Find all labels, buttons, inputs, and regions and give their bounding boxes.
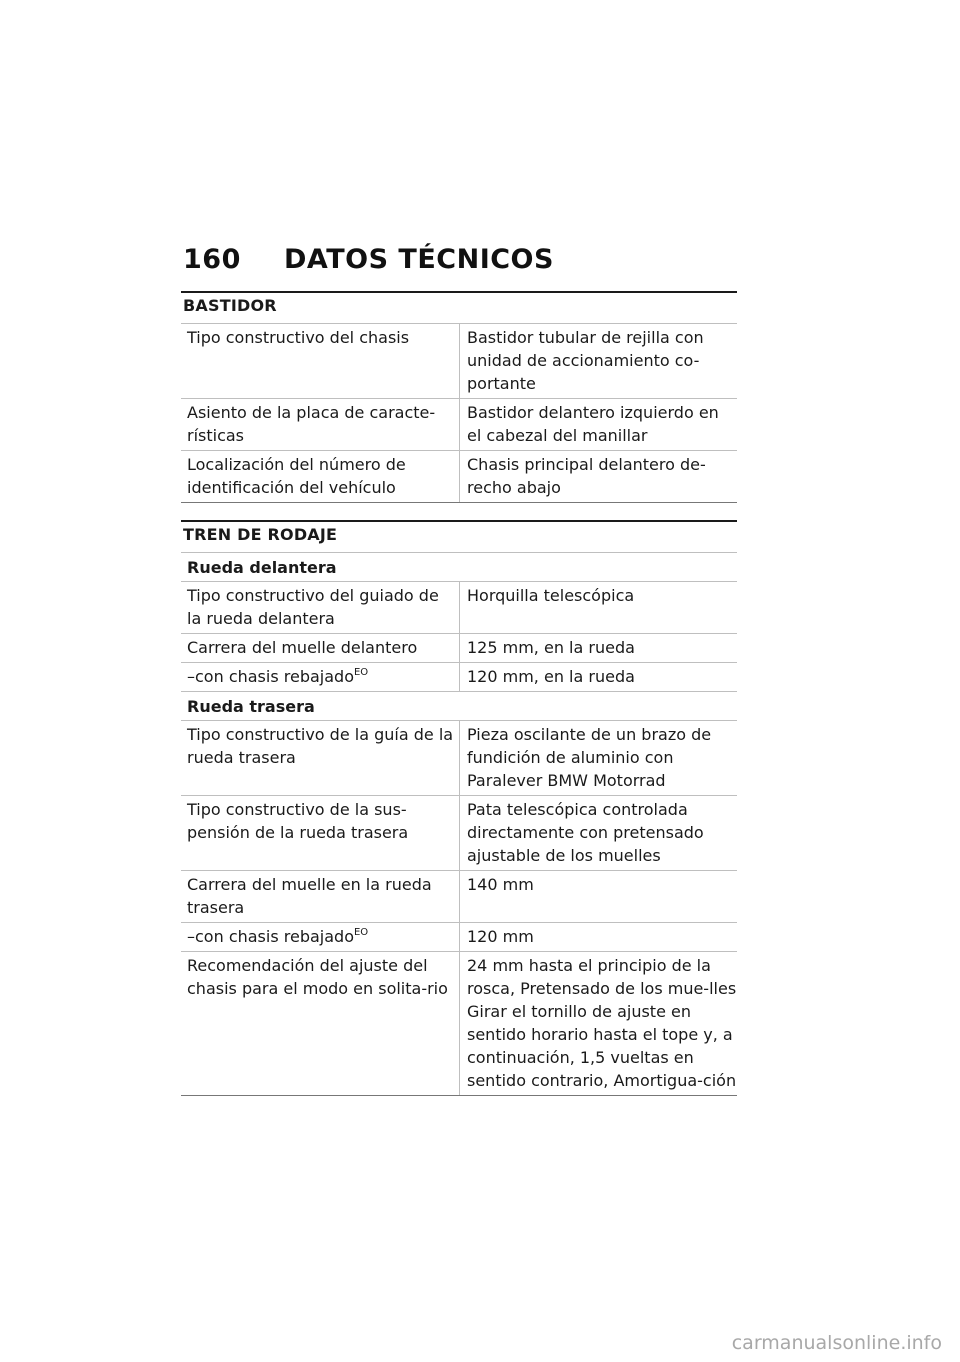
table-row bbox=[181, 451, 737, 503]
spec-value: 120 mm, en la rueda bbox=[467, 667, 635, 686]
spec-value: Bastidor delantero izquierdo en el cabezal del manillar bbox=[467, 403, 719, 445]
table-row bbox=[181, 952, 737, 1096]
table-row bbox=[181, 923, 737, 952]
table-row bbox=[181, 324, 737, 399]
spec-label: Tipo constructivo del guiado de la rueda delantera bbox=[181, 582, 460, 633]
section-tren-de-rodaje bbox=[181, 520, 737, 1096]
spec-value: Pata telescópica controlada directamente con pretensado ajustable de los muelles bbox=[467, 800, 704, 865]
subheading-front-wheel: Rueda delantera bbox=[187, 558, 337, 577]
section-bastidor bbox=[181, 291, 737, 503]
spec-label: Recomendación del ajuste del chasis para el modo en solita-rio bbox=[181, 952, 460, 1095]
spec-value: 120 mm bbox=[467, 927, 534, 946]
table-row bbox=[181, 663, 737, 692]
section-heading: BASTIDOR bbox=[181, 291, 737, 324]
spec-label: Carrera del muelle en la rueda trasera bbox=[181, 871, 460, 922]
manual-page bbox=[181, 244, 737, 1096]
page-title: DATOS TÉCNICOS bbox=[284, 244, 554, 275]
spec-label bbox=[181, 923, 460, 951]
spec-label bbox=[181, 663, 460, 691]
spec-label-text: –con chasis rebajado bbox=[187, 667, 354, 686]
section-heading: TREN DE RODAJE bbox=[181, 520, 737, 553]
spec-value: 125 mm, en la rueda bbox=[467, 638, 635, 657]
spec-label: Asiento de la placa de caracte-rísticas bbox=[181, 399, 460, 450]
spec-value: Bastidor tubular de rejilla con unidad de accionamiento co-portante bbox=[467, 328, 704, 393]
spec-value-line: Girar el tornillo de ajuste en sentido horario hasta el tope y, a continuación, 1,5 vueltas en sentido contrario, Amortigua-ción bbox=[467, 1002, 737, 1090]
spec-label: Carrera del muelle delantero bbox=[181, 634, 460, 662]
spec-label-text: –con chasis rebajado bbox=[187, 927, 354, 946]
spec-label: Tipo constructivo del chasis bbox=[181, 324, 460, 398]
watermark: carmanualsonline.info bbox=[731, 1332, 942, 1354]
spec-label: Tipo constructivo de la guía de la rueda trasera bbox=[181, 721, 460, 795]
spec-value: 140 mm bbox=[467, 875, 534, 894]
table-row bbox=[181, 634, 737, 663]
table-row bbox=[181, 871, 737, 923]
spec-value bbox=[460, 952, 737, 1095]
spec-value: Horquilla telescópica bbox=[467, 586, 635, 605]
spec-label: Localización del número de identificación del vehículo bbox=[181, 451, 460, 502]
subheading-rear-wheel: Rueda trasera bbox=[187, 697, 315, 716]
page-header bbox=[183, 244, 737, 275]
option-marker: EO bbox=[353, 667, 369, 678]
spec-label: Tipo constructivo de la sus-pensión de la rueda trasera bbox=[181, 796, 460, 870]
spec-value: Pieza oscilante de un brazo de fundición de aluminio con Paralever BMW Motorrad bbox=[467, 725, 712, 790]
subheading-row bbox=[181, 553, 737, 582]
page-number: 160 bbox=[183, 244, 241, 275]
subheading-row bbox=[181, 692, 737, 721]
table-row bbox=[181, 582, 737, 634]
option-marker: EO bbox=[353, 927, 369, 938]
table-row bbox=[181, 796, 737, 871]
table-row bbox=[181, 399, 737, 451]
table-row bbox=[181, 721, 737, 796]
spec-value: Chasis principal delantero de-recho abajo bbox=[467, 455, 706, 497]
spec-value-line: 24 mm hasta el principio de la rosca, Pretensado de los mue-lles bbox=[467, 956, 737, 998]
